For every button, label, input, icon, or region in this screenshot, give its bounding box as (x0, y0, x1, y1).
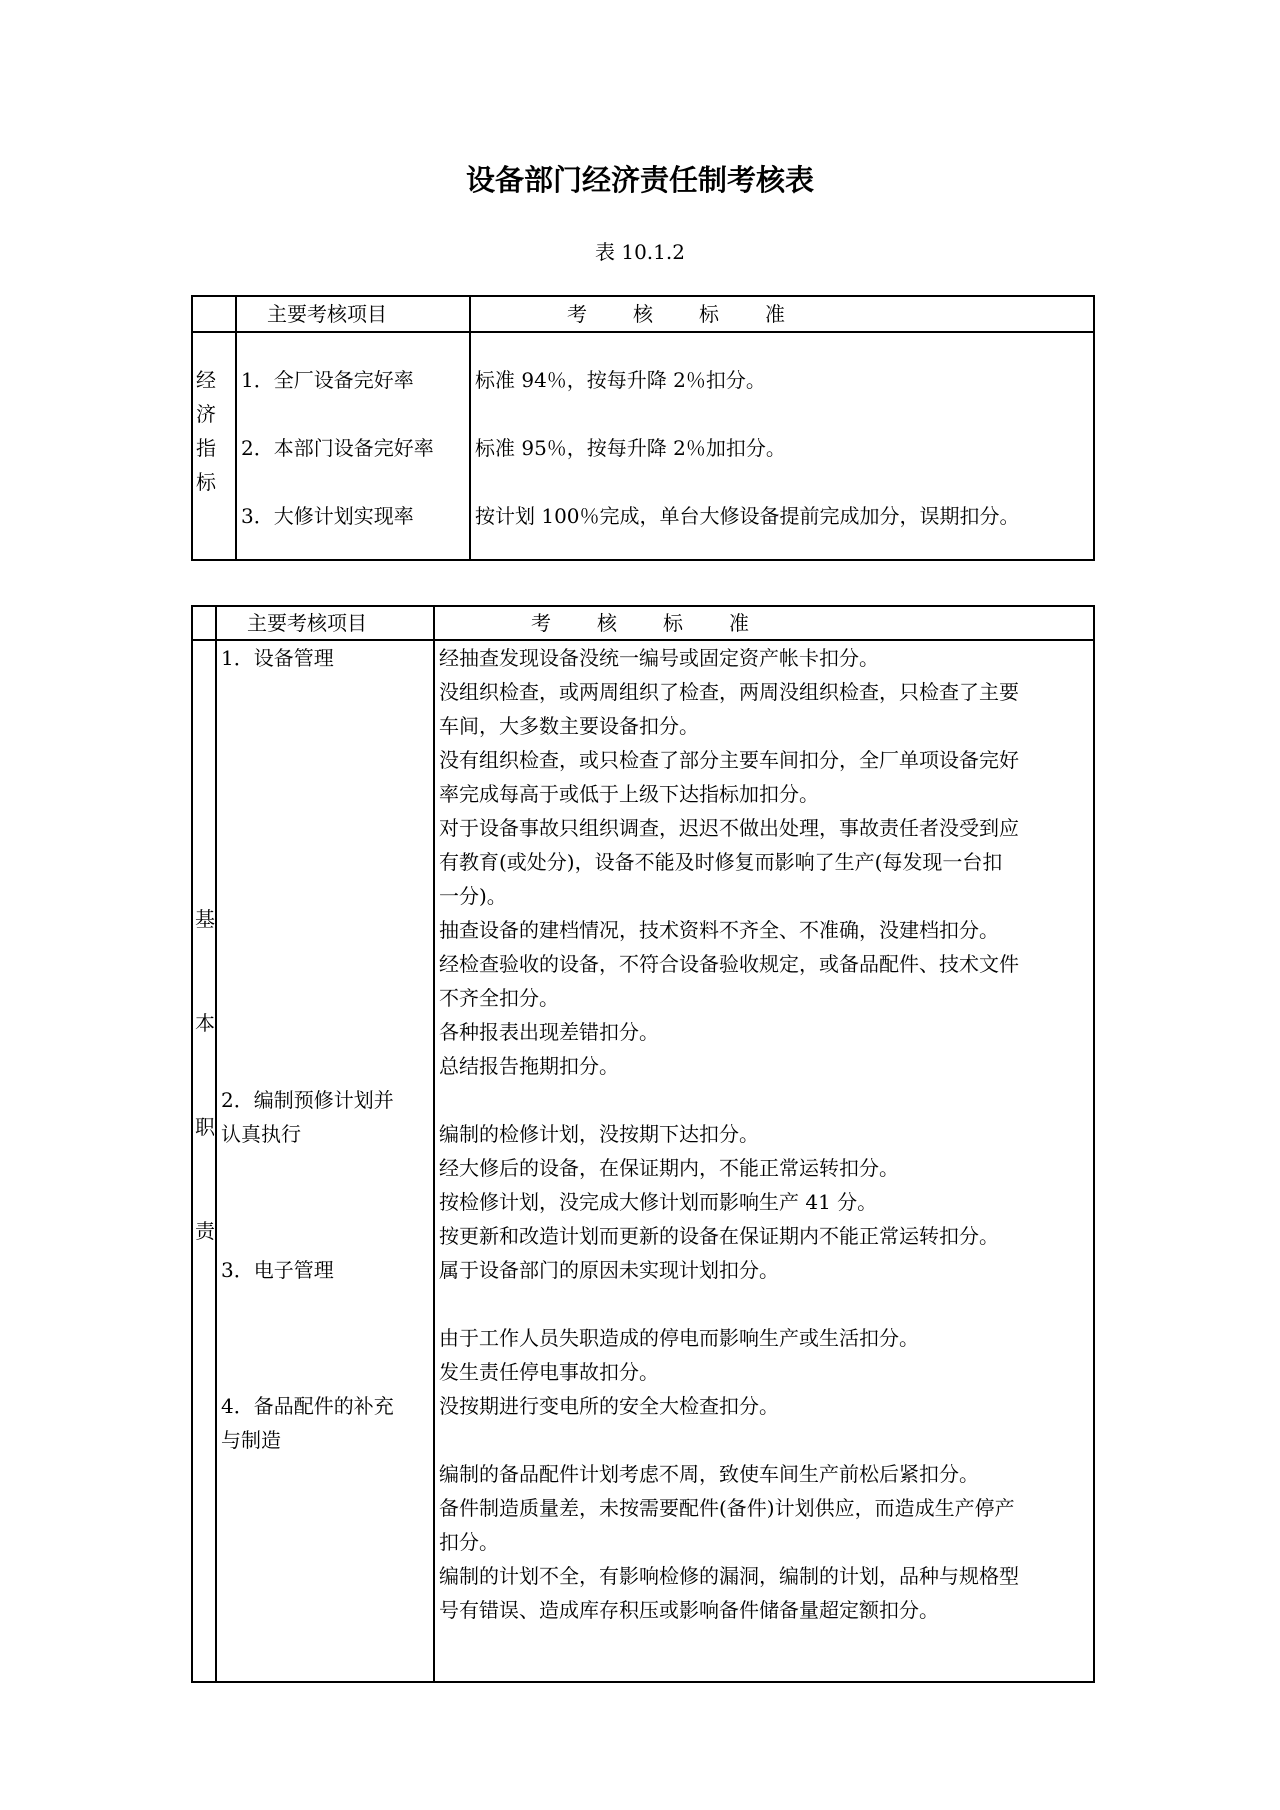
standard-line: 没有组织检查，或只检查了部分主要车间扣分，全厂单项设备完好 (439, 748, 1019, 772)
standard-line: 备件制造质量差，未按需要配件(备件)计划供应，而造成生产停产 (439, 1496, 1015, 1520)
standard-line: 扣分。 (439, 1530, 499, 1554)
category-label-economic (192, 332, 236, 560)
standard-line: 有教育(或处分)，设备不能及时修复而影响了生产(每发现一台扣 (439, 850, 1003, 874)
standard-line: 抽查设备的建档情况，技术资料不齐全、不准确，没建档扣分。 (439, 918, 999, 942)
standard-line: 对于设备事故只组织调查，迟迟不做出处理，事故责任者没受到应 (439, 816, 1019, 840)
standard-line: 号有错误、造成库存积压或影响备件储备量超定额扣分。 (439, 1598, 939, 1622)
std-group-equipment-management (439, 641, 1093, 1083)
category-char: 职 (195, 1115, 215, 1139)
standard-line: 不齐全扣分。 (439, 986, 559, 1010)
standard-line: 车间，大多数主要设备扣分。 (439, 714, 699, 738)
item-label: 认真执行 (221, 1122, 301, 1146)
standard-line: 一分)。 (439, 884, 507, 908)
table-header-row (192, 606, 1094, 640)
standard-line: 没组织检查，或两周组织了检查，两周没组织检查，只检查了主要 (439, 680, 1019, 704)
header-std-char: 标 (699, 302, 719, 326)
category-char: 指 (196, 436, 216, 460)
standard-column (470, 332, 1094, 560)
standard-text: 标准 94％，按每升降 2％扣分。 (475, 368, 766, 392)
standard-line: 发生责任停电事故扣分。 (439, 1360, 659, 1384)
standard-column (434, 640, 1094, 1682)
standard-line: 编制的检修计划，没按期下达扣分。 (439, 1122, 759, 1146)
standard-line: 按更新和改造计划而更新的设备在保证期内不能正常运转扣分。 (439, 1224, 999, 1248)
standard-line: 属于设备部门的原因未实现计划扣分。 (439, 1258, 779, 1282)
header-standard (470, 296, 1094, 332)
header-std-char: 考 (567, 302, 587, 326)
page-title: 设备部门经济责任制考核表 (465, 163, 814, 197)
table-body-row (192, 640, 1094, 1682)
item-column (216, 640, 434, 1682)
item-label: 3．大修计划实现率 (241, 504, 414, 528)
item-label: 2．本部门设备完好率 (241, 436, 434, 460)
standard-line: 总结报告拖期扣分。 (439, 1054, 619, 1078)
header-std-char: 准 (729, 611, 749, 635)
category-char: 济 (196, 402, 216, 426)
category-char: 基 (195, 907, 215, 931)
header-blank-cell (192, 296, 236, 332)
header-blank-cell (192, 606, 216, 640)
header-std-char: 核 (597, 611, 617, 635)
std-group-maintenance-plan (439, 1117, 1093, 1287)
standard-line: 由于工作人员失职造成的停电而影响生产或生活扣分。 (439, 1326, 919, 1350)
standard-line: 编制的计划不全，有影响检修的漏洞，编制的计划，品种与规格型 (439, 1564, 1019, 1588)
item-label: 1．设备管理 (221, 646, 334, 670)
table-body-row (192, 332, 1094, 560)
item-column (236, 332, 470, 560)
category-char: 经 (196, 368, 216, 392)
standard-line: 按检修计划，没完成大修计划而影响生产 41 分。 (439, 1190, 878, 1214)
economic-indicators-table (191, 295, 1095, 561)
category-label-basic-duties (192, 640, 216, 1682)
std-group-spare-parts (439, 1457, 1093, 1627)
header-item-label: 主要考核项目 (267, 302, 387, 326)
header-item (216, 606, 434, 640)
item-label: 1．全厂设备完好率 (241, 368, 414, 392)
standard-line: 没按期进行变电所的安全大检查扣分。 (439, 1394, 779, 1418)
category-char: 本 (195, 1011, 215, 1035)
item-label: 3．电子管理 (221, 1258, 334, 1282)
header-standard (434, 606, 1094, 640)
standard-text: 按计划 100％完成，单台大修设备提前完成加分，误期扣分。 (475, 504, 1020, 528)
table-number: 表 10.1.2 (595, 240, 685, 264)
header-item (236, 296, 470, 332)
standard-line: 经抽查发现设备没统一编号或固定资产帐卡扣分。 (439, 646, 879, 670)
category-char: 责 (195, 1219, 215, 1243)
basic-duties-table (191, 605, 1095, 1683)
standard-text: 标准 95％，按每升降 2％加扣分。 (475, 436, 786, 460)
header-item-label: 主要考核项目 (247, 611, 367, 635)
standard-line: 经检查验收的设备，不符合设备验收规定，或备品配件、技术文件 (439, 952, 1019, 976)
header-std-char: 标 (663, 611, 683, 635)
header-std-char: 考 (531, 611, 551, 635)
standard-line: 各种报表出现差错扣分。 (439, 1020, 659, 1044)
standard-line: 编制的备品配件计划考虑不周，致使车间生产前松后紧扣分。 (439, 1462, 979, 1486)
header-std-char: 核 (633, 302, 653, 326)
standard-line: 率完成每高于或低于上级下达指标加扣分。 (439, 782, 819, 806)
header-std-char: 准 (765, 302, 785, 326)
table-header-row (192, 296, 1094, 332)
category-char: 标 (196, 470, 216, 494)
standard-line: 经大修后的设备，在保证期内，不能正常运转扣分。 (439, 1156, 899, 1180)
item-label: 与制造 (221, 1428, 281, 1452)
item-label: 4．备品配件的补充 (221, 1394, 394, 1418)
std-group-electronic-management (439, 1321, 1093, 1423)
item-label: 2．编制预修计划并 (221, 1088, 394, 1112)
